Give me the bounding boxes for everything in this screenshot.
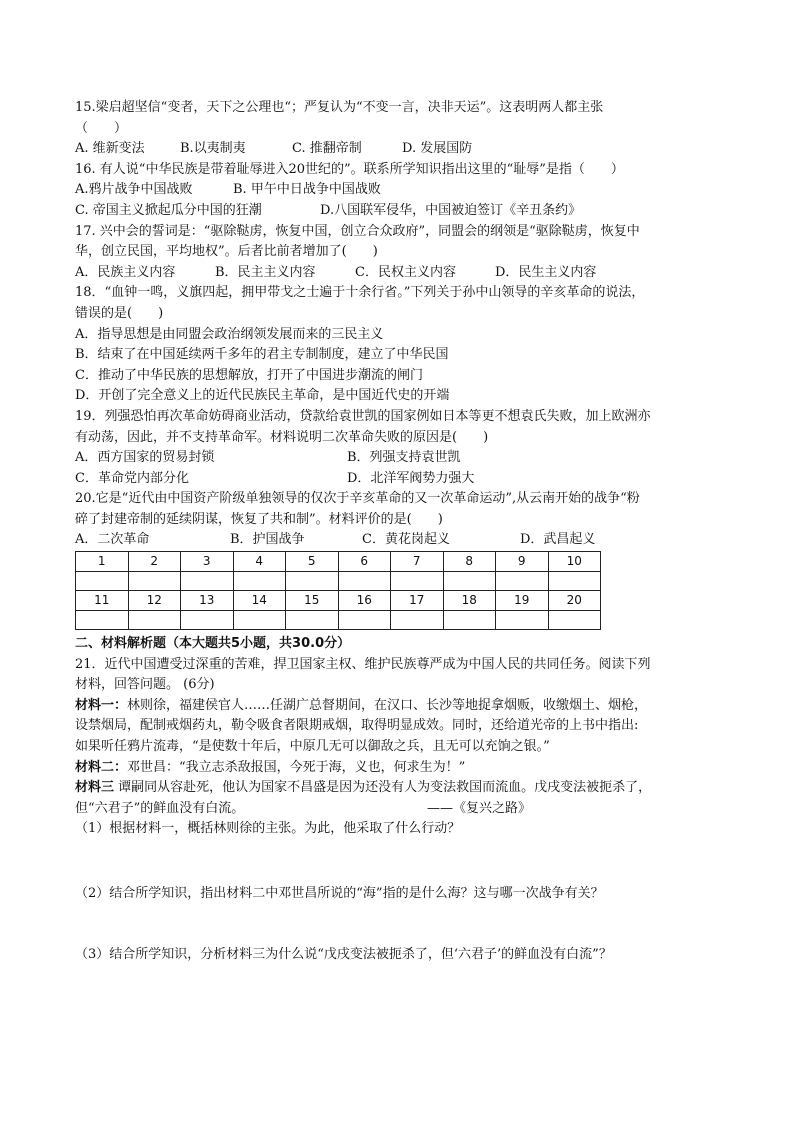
q15-option-c: C. 推翻帝制 [292, 141, 362, 157]
answer-table [75, 551, 601, 630]
material1-line3: 如果听任鸦片流毒，“是使数十年后，中原几无可以御敌之兵，且无可以充饷之银。” [75, 739, 550, 755]
q17-stem-line1: 17. 兴中会的誓词是：“驱除鞑虏，恢复中国，创立合众政府”，同盟会的纲领是“驱除鞑虏，恢复中 [75, 223, 640, 239]
q20-option-d: D．武昌起义 [520, 532, 596, 548]
answer-blank-cell[interactable] [443, 610, 496, 630]
material1-line2: 设禁烟局，配制戒烟药丸，勒令吸食者限期戒烟，取得明显成效。同时，还给道光帝的上书中指出: [75, 718, 639, 734]
answer-table-cell: 13 [181, 591, 234, 611]
section2-heading: 二、材料解析题（本大题共5小题，共30.0分） [75, 636, 351, 652]
answer-table-cell: 9 [496, 552, 549, 572]
answer-table-blank-row [76, 571, 601, 591]
q16-option-d: D.八国联军侵华，中国被迫签订《辛丑条约》 [320, 202, 582, 218]
exam-page [75, 98, 715, 1005]
answer-table-cell: 5 [286, 552, 339, 572]
material3-text: 谭嗣同从容赴死，他认为国家不昌盛是因为还没有人为变法救国而流血。戊戌变法被扼杀了， [114, 780, 652, 796]
q19-options-row2 [75, 469, 715, 490]
answer-blank-cell[interactable] [76, 571, 129, 591]
answer-blank-cell[interactable] [391, 571, 444, 591]
q19-option-b: B．列强支持袁世凯 [347, 450, 461, 466]
q16-stem: 16. 有人说“中华民族是带着耻辱进入20世纪的”。联系所学知识指出这里的“耻辱”是指（ ） [75, 161, 624, 177]
sub-question-1: （1）根据材料一，概括林则徐的主张。为此，他采取了什么行动？ [75, 821, 461, 837]
material3-source: ——《复兴之路》 [427, 800, 532, 816]
q19-option-c: C．革命党内部分化 [75, 470, 189, 486]
q17-options [75, 263, 715, 284]
answer-table-cell: 3 [181, 552, 234, 572]
answer-table-cell: 7 [391, 552, 444, 572]
answer-table-cell: 15 [286, 591, 339, 611]
answer-blank-cell[interactable] [496, 610, 549, 630]
answer-table-cell: 2 [128, 552, 181, 572]
answer-blank-cell[interactable] [128, 571, 181, 591]
material3-line2 [75, 799, 715, 820]
q20-stem-line2: 碎了封建帝制的延续阴谋，恢复了共和制”。材料评价的是( ) [75, 511, 443, 527]
sub-question-3: （3）结合所学知识，分析材料三为什么说“戊戌变法被扼杀了，但‘六君子’的鲜血没有白流”？ [75, 946, 612, 962]
material1-label: 材料一： [75, 697, 128, 713]
q20-options [75, 530, 715, 551]
answer-blank-cell[interactable] [233, 610, 286, 630]
material1-line1 [75, 696, 715, 717]
material3-line1 [75, 778, 715, 799]
q18-option-a: A．指导思想是由同盟会政治纲领发展而来的三民主义 [75, 326, 384, 342]
answer-table-cell: 4 [233, 552, 286, 572]
q16-option-b: B. 甲午中日战争中国战败 [233, 182, 381, 198]
answer-space-2[interactable] [75, 905, 715, 945]
q17-option-b: B．民主主义内容 [215, 264, 316, 280]
answer-table-cell: 8 [443, 552, 496, 572]
q21-stem-line1: 21．近代中国遭受过深重的苦难，捍卫国家主权、维护民族尊严成为中国人民的共同任务。阅读下列 [75, 656, 651, 672]
q15-option-b: B.以夷制夷 [180, 141, 246, 157]
answer-blank-cell[interactable] [233, 571, 286, 591]
q16-option-c: C. 帝国主义掀起瓜分中国的狂潮 [75, 202, 262, 218]
q15-options [75, 139, 715, 160]
q15-paren: （ ） [75, 120, 128, 136]
answer-table-cell: 16 [338, 591, 391, 611]
answer-table-cell: 11 [76, 591, 129, 611]
answer-table-cell: 14 [233, 591, 286, 611]
q18-option-c: C．推动了中华民族的思想解放，打开了中国进步潮流的闸门 [75, 367, 423, 383]
q17-option-d: D．民生主义内容 [495, 264, 597, 280]
answer-table-number-row [76, 591, 601, 611]
q16-options-row1 [75, 180, 715, 201]
q16-options-row2 [75, 201, 715, 222]
q16-option-a: A.鸦片战争中国战败 [75, 182, 193, 198]
answer-table-cell: 6 [338, 552, 391, 572]
material2-label: 材料二： [75, 759, 128, 775]
q18-option-b: B．结束了在中国延续两千多年的君主专制制度，建立了中华民国 [75, 347, 449, 363]
q18-option-d: D．开创了完全意义上的近代民族民主革命，是中国近代史的开端 [75, 388, 450, 404]
answer-blank-cell[interactable] [391, 610, 444, 630]
answer-blank-cell[interactable] [181, 610, 234, 630]
q19-stem-line2: 有动荡，因此，并不支持革命军。材料说明二次革命失败的原因是( ) [75, 429, 489, 445]
answer-blank-cell[interactable] [181, 571, 234, 591]
material2-line [75, 758, 715, 779]
answer-table-number-row [76, 552, 601, 572]
material3-text-end: 但“六君子”的鲜血没有白流。 [75, 800, 245, 816]
q17-option-c: C．民权主义内容 [355, 264, 456, 280]
q20-option-b: B．护国战争 [230, 532, 305, 548]
q21-stem-line2: 材料，回答问题。 (6分) [75, 677, 215, 693]
answer-table-cell: 17 [391, 591, 444, 611]
q19-option-d: D．北洋军阀势力强大 [347, 470, 475, 486]
q18-stem-line1: 18．“血钟一鸣，义旗四起，拥甲带戈之士遍于十余行省。”下列关于孙中山领导的辛亥革命的说法， [75, 285, 645, 301]
answer-table-cell: 19 [496, 591, 549, 611]
q15-stem: 15.梁启超坚信“变者，天下之公理也“；严复认为“不变一言，决非天运”。这表明两人都主张 [75, 100, 604, 115]
q15-option-d: D. 发展国防 [402, 141, 473, 157]
q20-option-a: A．二次革命 [75, 532, 150, 548]
answer-table-cell: 18 [443, 591, 496, 611]
answer-blank-cell[interactable] [548, 571, 601, 591]
answer-blank-cell[interactable] [548, 610, 601, 630]
answer-table-cell: 10 [548, 552, 601, 572]
answer-table-blank-row [76, 610, 601, 630]
answer-blank-cell[interactable] [286, 610, 339, 630]
q18-stem-line2: 错误的是( ) [75, 305, 164, 321]
material1-text: 林则徐，福建侯官人……任湖广总督期间，在汉口、长沙等地捉拿烟贩，收缴烟土、烟枪， [127, 697, 648, 713]
answer-blank-cell[interactable] [128, 610, 181, 630]
answer-blank-cell[interactable] [338, 610, 391, 630]
q15-option-a: A. 维新变法 [75, 141, 145, 157]
q19-stem-line1: 19．列强恐怕再次革命妨碍商业活动，贷款给袁世凯的国家例如日本等更不想袁氏失败，加上欧洲亦 [75, 408, 651, 424]
q17-option-a: A．民族主义内容 [75, 264, 176, 280]
answer-space-3[interactable] [75, 965, 715, 1005]
answer-table-cell: 20 [548, 591, 601, 611]
answer-blank-cell[interactable] [76, 610, 129, 630]
q17-stem-line2: 华，创立民国，平均地权”。后者比前者增加了( ) [75, 244, 378, 260]
answer-blank-cell[interactable] [338, 571, 391, 591]
sub-question-2: （2）结合所学知识，指出材料二中邓世昌所说的“海”指的是什么海？这与哪一次战争有关？ [75, 886, 604, 901]
q19-option-a: A．西方国家的贸易封锁 [75, 450, 215, 466]
answer-table-cell: 12 [128, 591, 181, 611]
answer-blank-cell[interactable] [286, 571, 339, 591]
material2-text: 邓世昌：“我立志杀敌报国，今死于海，义也，何求生为！” [127, 759, 466, 775]
answer-table-cell: 1 [76, 552, 129, 572]
q20-option-c: C．黄花岗起义 [362, 532, 450, 548]
q20-stem-line1: 20.它是“近代由中国资产阶级单独领导的仅次于辛亥革命的又一次革命运动”,从云南开始的战争“粉 [75, 491, 640, 507]
answer-space-1[interactable] [75, 840, 715, 884]
answer-blank-cell[interactable] [496, 571, 549, 591]
answer-blank-cell[interactable] [443, 571, 496, 591]
q19-options-row1 [75, 448, 715, 469]
material3-label: 材料三 [75, 780, 115, 796]
